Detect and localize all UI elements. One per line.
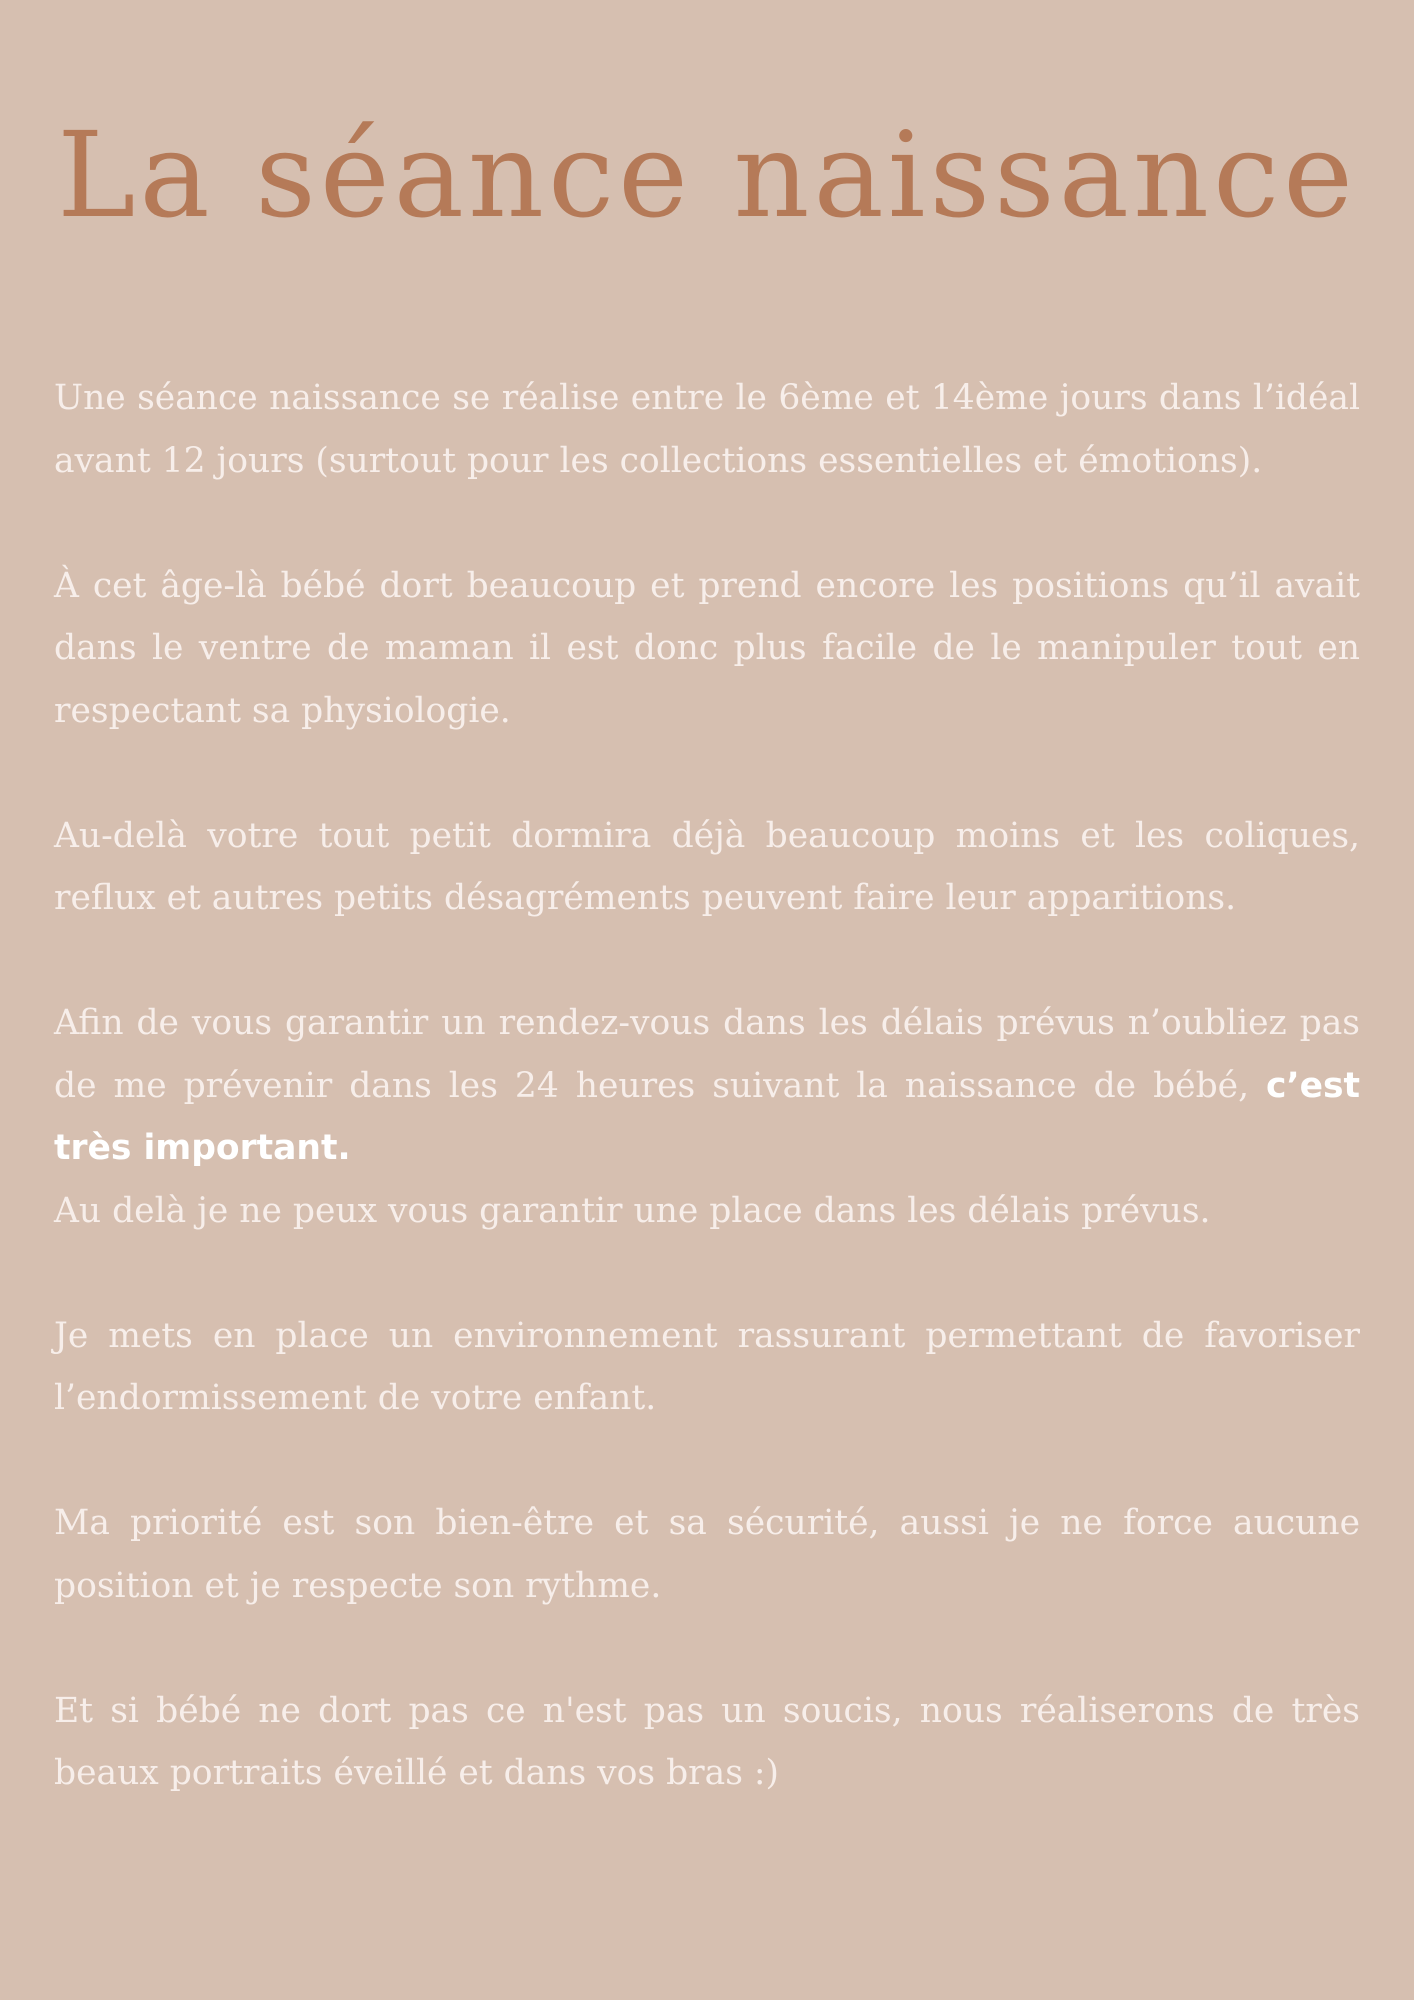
- paragraph-booking-notice: [54, 992, 1360, 1242]
- paragraph-priority: Ma priorité est son bien-être et sa sécurité, aussi je ne force aucune position et je respecte son rythme.: [54, 1503, 1360, 1606]
- page-title: La séance naissance: [57, 106, 1357, 244]
- paragraph-after-period: Au-delà votre tout petit dormira déjà beaucoup moins et les coliques, reflux et autres petits désagréments peuvent faire leur apparitions.: [54, 815, 1360, 918]
- booking-notice-emphasis: c’est très important.: [54, 1065, 1360, 1168]
- document-body: [54, 367, 1360, 1805]
- paragraph-timing: Une séance naissance se réalise entre le 6ème et 14ème jours dans l’idéal avant 12 jours (surtout pour les collections essentielles et émotions).: [54, 378, 1360, 481]
- booking-notice-text: Afin de vous garantir un rendez-vous dans les délais prévus n’oubliez pas de me prévenir dans les 24 heures suivant la naissance de bébé,: [54, 1003, 1360, 1106]
- paragraph-baby-positions: À cet âge-là bébé dort beaucoup et prend encore les positions qu’il avait dans le ventre de maman il est donc plus facile de le manipuler tout en respectant sa physiologie.: [54, 565, 1360, 731]
- paragraph-awake-portraits: Et si bébé ne dort pas ce n'est pas un soucis, nous réaliserons de très beaux portraits éveillé et dans vos bras :): [54, 1690, 1360, 1793]
- booking-notice-second-line: Au delà je ne peux vous garantir une place dans les délais prévus.: [54, 1190, 1211, 1231]
- paragraph-environment: Je mets en place un environnement rassurant permettant de favoriser l’endormissement de votre enfant.: [54, 1315, 1360, 1418]
